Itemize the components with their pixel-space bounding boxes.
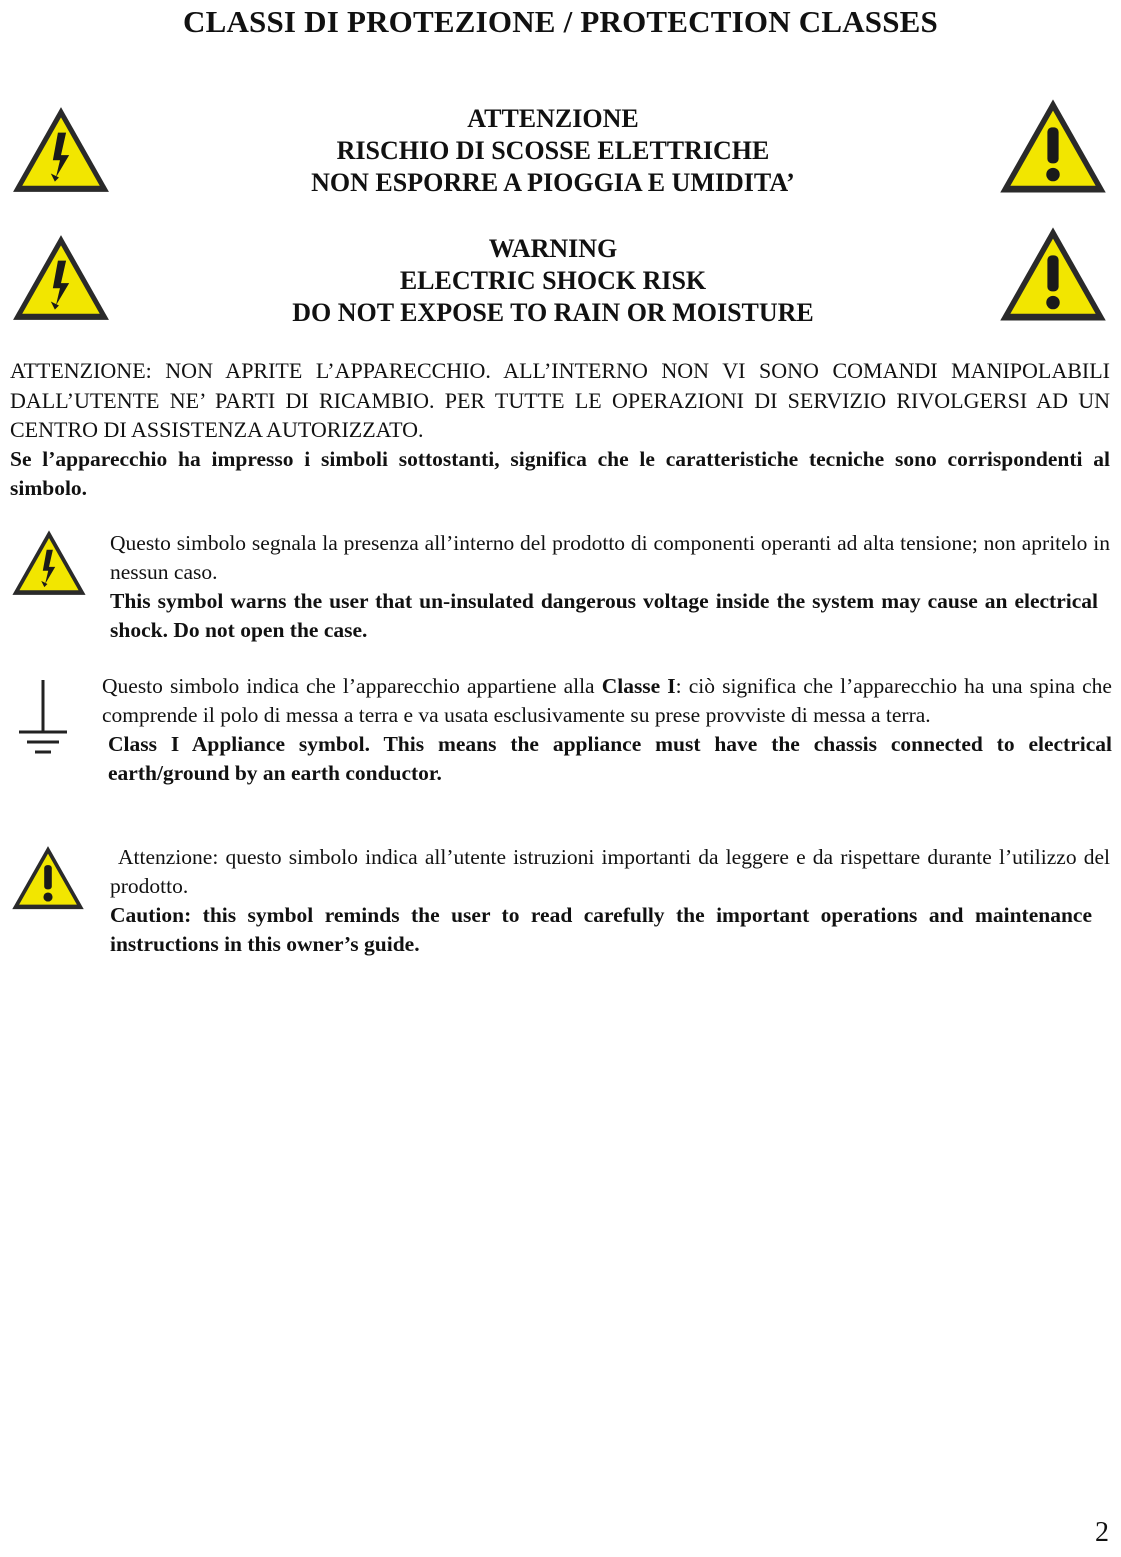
class1-symbol-description [102,672,1112,788]
earth-ground-icon [15,676,71,756]
class1-text-italian: Questo simbolo indica che l’apparecchio appartiene alla Classe I: ciò significa che l’apparecchio ha una spina che comprende il polo di messa a terra e va usata esclusivamente su prese provviste di messa a terra. [102,674,1112,727]
high-voltage-warning-icon [10,104,112,196]
warning-english-line1: WARNING [488,234,618,263]
caution-symbol-description [110,843,1110,959]
warning-english [150,233,956,329]
high-voltage-warning-icon [10,232,112,324]
warning-english-line2: ELECTRIC SHOCK RISK [399,266,707,295]
voltage-symbol-description [110,529,1110,645]
warning-italian-line3: NON ESPORRE A PIOGGIA E UMIDITA’ [311,168,795,197]
class1-text-english: Class I Appliance symbol. This means the appliance must have the chassis connected to electrical earth/ground by an earth conductor. [108,732,1112,785]
exclamation-warning-icon [996,224,1110,325]
caution-text-italian: Attenzione: questo simbolo indica all’utente istruzioni importanti da leggere e da rispettare durante l’utilizzo del prodotto. [110,845,1110,898]
page-number: 2 [1095,1517,1109,1548]
notice-bold-text: Se l’apparecchio ha impresso i simboli sottostanti, significa che le caratteristiche tecniche sono corrispondenti al simbolo. [10,446,1110,500]
warning-italian-line2: RISCHIO DI SCOSSE ELETTRICHE [336,136,770,165]
class1-bold-term: Classe I [601,674,676,698]
exclamation-warning-icon [996,96,1110,197]
notice-paragraph [10,356,1110,504]
warning-italian-line1: ATTENZIONE [467,104,639,133]
high-voltage-symbol-icon [10,528,88,598]
voltage-text-english: This symbol warns the user that un-insulated dangerous voltage inside the system may cause an electrical shock. Do not open the case. [110,589,1098,642]
page-title: CLASSI DI PROTEZIONE / PROTECTION CLASSES [183,4,938,39]
voltage-text-italian: Questo simbolo segnala la presenza all’interno del prodotto di componenti operanti ad alta tensione; non apritelo in nessun caso. [110,531,1110,584]
caution-symbol-icon [10,843,86,913]
warning-english-line3: DO NOT EXPOSE TO RAIN OR MOISTURE [292,298,814,327]
notice-italian-text: ATTENZIONE: NON APRITE L’APPARECCHIO. ALL’INTERNO NON VI SONO COMANDI MANIPOLABILI DALL’UTENTE NE’ PARTI DI RICAMBIO. PER TUTTE LE OPERAZIONI DI SERVIZIO RIVOLGERSI AD UN CENTRO DI ASSISTENZA AUTORIZZATO. [10,358,1110,442]
warning-italian [150,103,956,199]
caution-text-english: Caution: this symbol reminds the user to read carefully the important operations and maintenance instructions in this owner’s guide. [110,903,1092,956]
